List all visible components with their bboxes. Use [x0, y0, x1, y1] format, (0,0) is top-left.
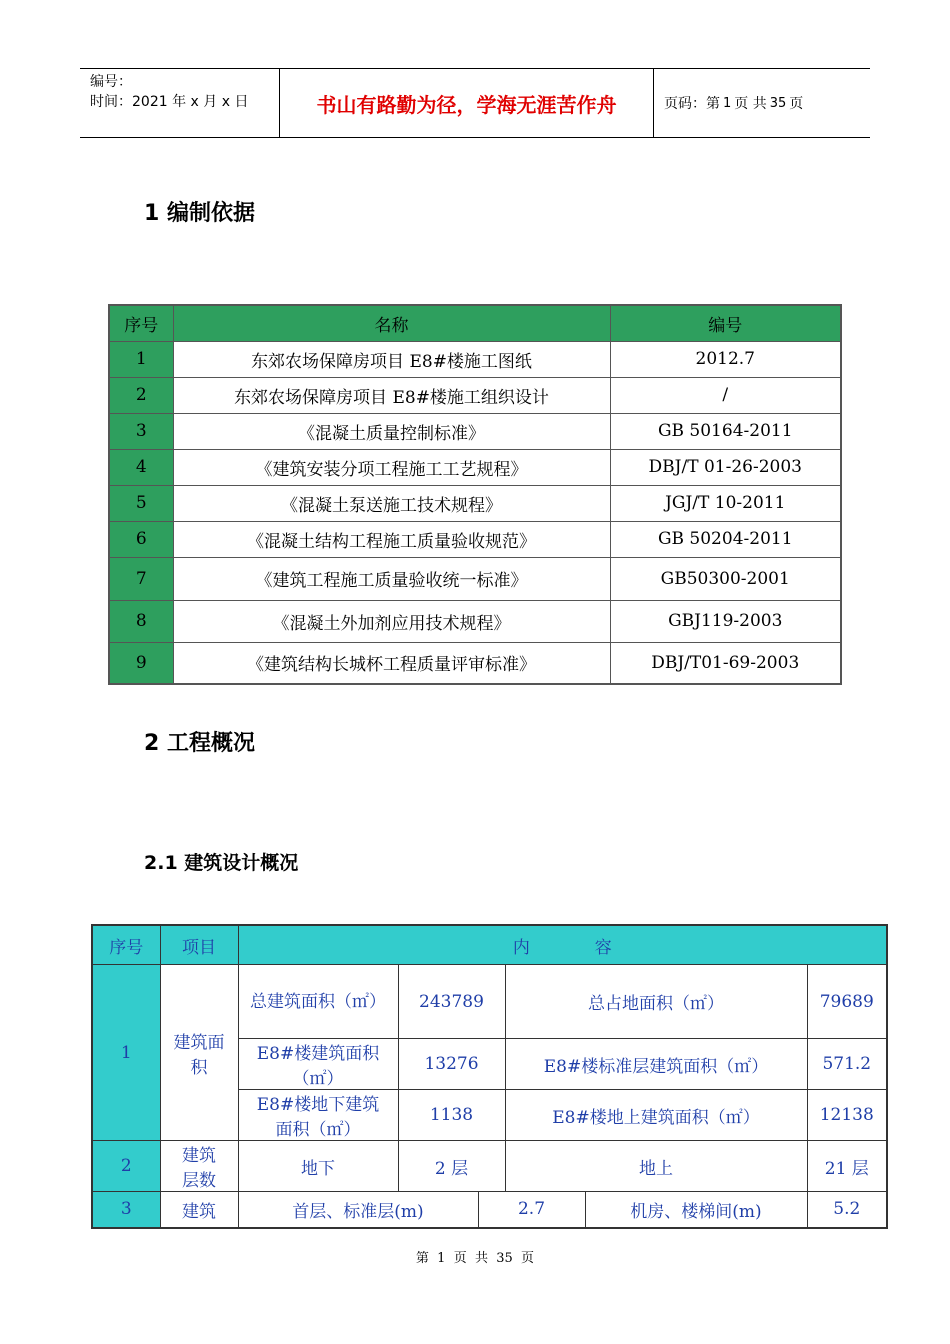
table-row [92, 1141, 887, 1192]
row-number: 5 [109, 485, 173, 521]
header-cell: 序号 [109, 305, 173, 341]
row-number: 3 [109, 413, 173, 449]
row-number: 4 [109, 449, 173, 485]
table-row [109, 341, 841, 377]
table-row [92, 965, 887, 1039]
page-number: 1 [723, 95, 732, 111]
item-label: 建筑 [160, 1192, 238, 1228]
header-cell: 名称 [173, 305, 610, 341]
doc-code: / [610, 377, 841, 413]
section-1-title: 1 编制依据 [144, 201, 255, 226]
doc-code: GB 50164-2011 [610, 413, 841, 449]
header-cell: 编号 [610, 305, 841, 341]
field-value: 21 层 [807, 1141, 887, 1192]
section-2-1-title: 2.1 建筑设计概况 [144, 852, 299, 874]
section-2-title: 2 工程概况 [144, 731, 255, 756]
header-meta [80, 69, 280, 137]
field-label: E8#楼地上建筑面积（㎡） [505, 1090, 807, 1141]
row-number: 7 [109, 557, 173, 600]
doc-name: 《混凝土泵送施工技术规程》 [173, 485, 610, 521]
row-number: 3 [92, 1192, 160, 1228]
doc-name: 《建筑工程施工质量验收统一标准》 [173, 557, 610, 600]
doc-code: GB 50204-2011 [610, 521, 841, 557]
field-label: 机房、楼梯间(m) [585, 1192, 807, 1228]
header-cell: 序号 [92, 925, 160, 965]
table-row [109, 377, 841, 413]
table-row [109, 600, 841, 642]
doc-name: 《混凝土外加剂应用技术规程》 [173, 600, 610, 642]
header-cell: 内 容 [238, 925, 887, 965]
field-label: 总占地面积（㎡） [505, 965, 807, 1039]
field-value: 1138 [398, 1090, 505, 1141]
field-value: 79689 [807, 965, 887, 1039]
page-suffix: 页 [789, 96, 804, 112]
row-number: 8 [109, 600, 173, 642]
header-motto: 书山有路勤为径，学海无涯苦作舟 [280, 69, 654, 137]
doc-code: DBJ/T 01-26-2003 [610, 449, 841, 485]
table-row [109, 557, 841, 600]
time-label: 时间：2021 年 x 月 x 日 [90, 94, 249, 110]
doc-code: 2012.7 [610, 341, 841, 377]
table-row [109, 485, 841, 521]
doc-name: 《混凝土结构工程施工质量验收规范》 [173, 521, 610, 557]
number-label: 编号： [90, 74, 132, 90]
row-number: 9 [109, 642, 173, 684]
row-number: 1 [109, 341, 173, 377]
building-overview-table [91, 924, 888, 1229]
row-number: 2 [109, 377, 173, 413]
page-total: 35 [769, 95, 787, 111]
row-number: 1 [92, 965, 160, 1141]
doc-code: JGJ/T 10-2011 [610, 485, 841, 521]
field-label: 地下 [238, 1141, 398, 1192]
field-value: 2.7 [478, 1192, 585, 1228]
table-row [92, 1192, 887, 1228]
field-label: E8#楼建筑面积（㎡） [238, 1039, 398, 1090]
doc-code: GBJ119-2003 [610, 600, 841, 642]
table-header-row [109, 305, 841, 341]
field-value: 2 层 [398, 1141, 505, 1192]
field-value: 12138 [807, 1090, 887, 1141]
row-number: 6 [109, 521, 173, 557]
table-row [109, 642, 841, 684]
item-label: 建筑层数 [160, 1141, 238, 1192]
basis-table [108, 304, 842, 685]
doc-code: GB50300-2001 [610, 557, 841, 600]
table-row [109, 449, 841, 485]
table-row [109, 413, 841, 449]
field-value: 243789 [398, 965, 505, 1039]
header-cell: 项目 [160, 925, 238, 965]
row-number: 2 [92, 1141, 160, 1192]
field-label: E8#楼标准层建筑面积（㎡） [505, 1039, 807, 1090]
doc-code: DBJ/T01-69-2003 [610, 642, 841, 684]
header-page-info [654, 69, 870, 137]
table-header-row [92, 925, 887, 965]
page-header [80, 68, 870, 138]
field-label: 首层、标准层(m) [238, 1192, 478, 1228]
field-label: 地上 [505, 1141, 807, 1192]
doc-name: 《建筑安装分项工程施工工艺规程》 [173, 449, 610, 485]
doc-name: 东郊农场保障房项目 E8#楼施工组织设计 [173, 377, 610, 413]
page-footer: 第 1 页 共 35 页 [415, 1251, 535, 1266]
doc-name: 《混凝土质量控制标准》 [173, 413, 610, 449]
field-label: E8#楼地下建筑面积（㎡） [238, 1090, 398, 1141]
page-mid: 页 共 [734, 96, 767, 112]
table-row [109, 521, 841, 557]
field-label: 总建筑面积（㎡） [238, 965, 398, 1039]
page-prefix: 页码：第 [664, 96, 720, 112]
doc-name: 《建筑结构长城杯工程质量评审标准》 [173, 642, 610, 684]
field-value: 5.2 [807, 1192, 887, 1228]
field-value: 571.2 [807, 1039, 887, 1090]
field-value: 13276 [398, 1039, 505, 1090]
item-label: 建筑面积 [160, 965, 238, 1141]
doc-name: 东郊农场保障房项目 E8#楼施工图纸 [173, 341, 610, 377]
